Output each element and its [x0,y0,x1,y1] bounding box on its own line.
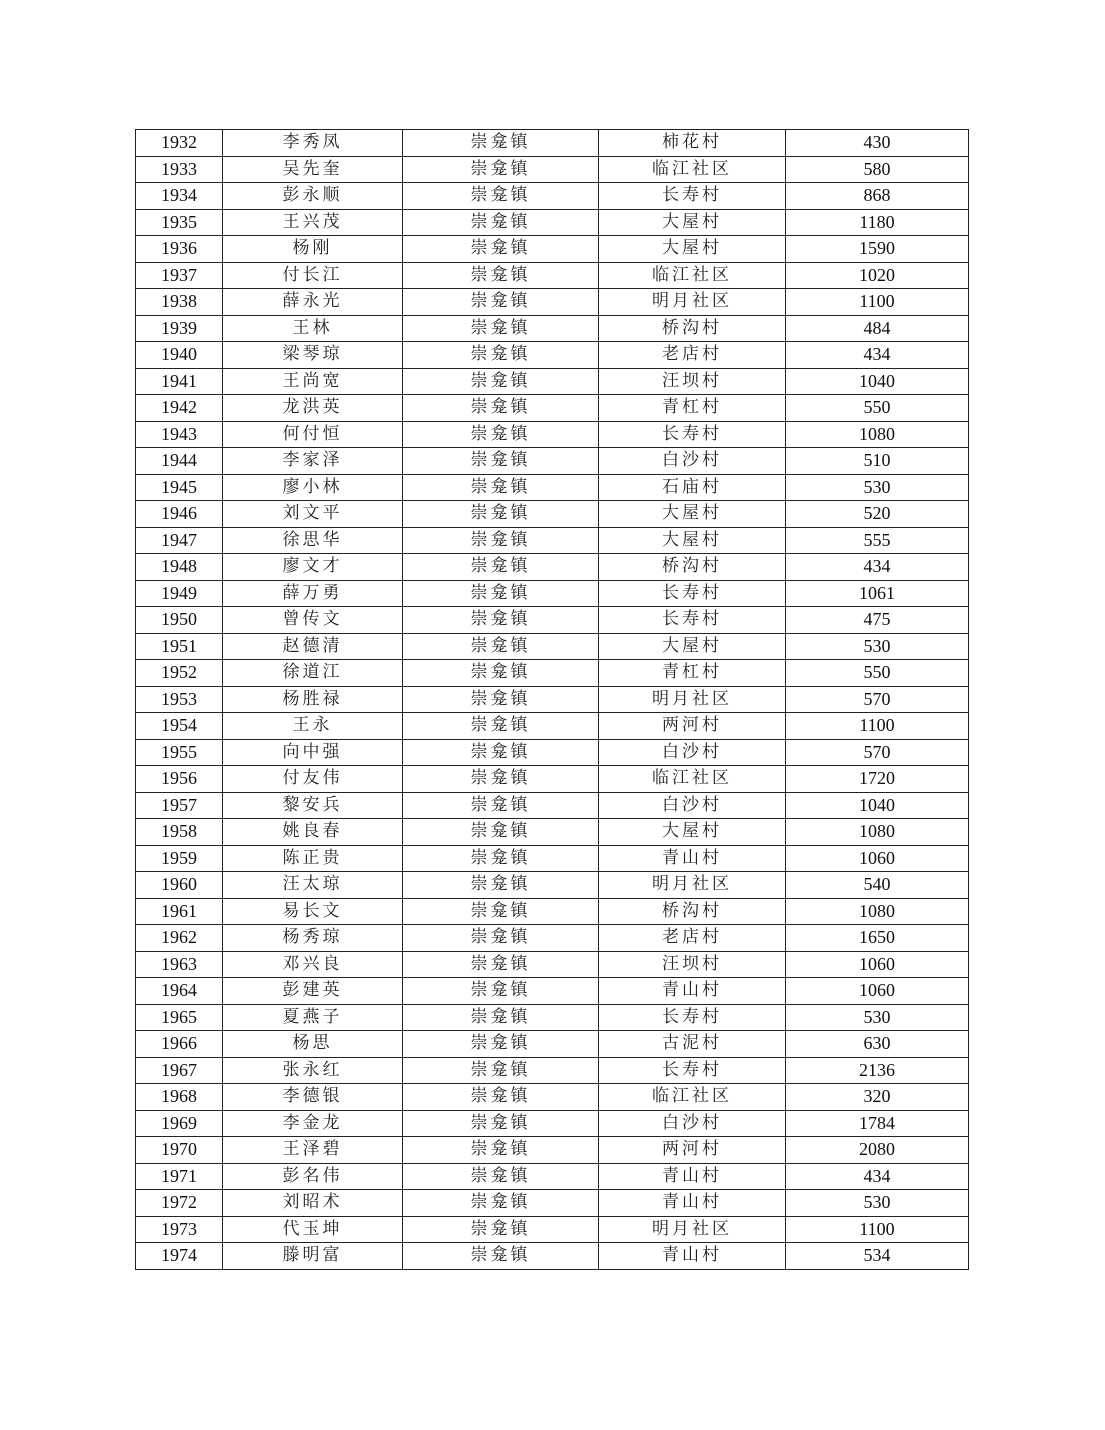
town-cell: 崇龛镇 [403,1031,599,1058]
town-cell: 崇龛镇 [403,1110,599,1137]
name-cell: 姚良春 [223,819,403,846]
amount-cell: 1590 [786,236,969,263]
town-cell: 崇龛镇 [403,660,599,687]
village-cell: 汪坝村 [599,368,786,395]
row-number-cell: 1967 [136,1057,223,1084]
village-cell: 长寿村 [599,1057,786,1084]
amount-cell: 868 [786,183,969,210]
row-number-cell: 1939 [136,315,223,342]
amount-cell: 434 [786,1163,969,1190]
town-cell: 崇龛镇 [403,209,599,236]
amount-cell: 2080 [786,1137,969,1164]
village-cell: 桥沟村 [599,315,786,342]
table-row [136,236,969,263]
name-cell: 龙洪英 [223,395,403,422]
row-number-cell: 1963 [136,951,223,978]
row-number-cell: 1973 [136,1216,223,1243]
village-cell: 古泥村 [599,1031,786,1058]
town-cell: 崇龛镇 [403,236,599,263]
table-row [136,686,969,713]
row-number-cell: 1943 [136,421,223,448]
village-cell: 老店村 [599,925,786,952]
amount-cell: 320 [786,1084,969,1111]
village-cell: 青杠村 [599,395,786,422]
table-row [136,262,969,289]
table-row [136,872,969,899]
table-row [136,607,969,634]
village-cell: 明月社区 [599,1216,786,1243]
table-row [136,845,969,872]
town-cell: 崇龛镇 [403,845,599,872]
table-row [136,368,969,395]
row-number-cell: 1969 [136,1110,223,1137]
village-cell: 青杠村 [599,660,786,687]
table-row [136,448,969,475]
table-row [136,1243,969,1270]
name-cell: 向中强 [223,739,403,766]
name-cell: 王兴茂 [223,209,403,236]
town-cell: 崇龛镇 [403,607,599,634]
name-cell: 付友伟 [223,766,403,793]
name-cell: 王林 [223,315,403,342]
amount-cell: 1040 [786,792,969,819]
data-table [135,129,969,1270]
village-cell: 青山村 [599,1190,786,1217]
village-cell: 桥沟村 [599,554,786,581]
name-cell: 刘文平 [223,501,403,528]
village-cell: 临江社区 [599,766,786,793]
row-number-cell: 1953 [136,686,223,713]
row-number-cell: 1956 [136,766,223,793]
amount-cell: 1180 [786,209,969,236]
table-row [136,1163,969,1190]
village-cell: 大屋村 [599,633,786,660]
row-number-cell: 1933 [136,156,223,183]
town-cell: 崇龛镇 [403,395,599,422]
name-cell: 黎安兵 [223,792,403,819]
name-cell: 吴先奎 [223,156,403,183]
name-cell: 薛万勇 [223,580,403,607]
village-cell: 临江社区 [599,156,786,183]
name-cell: 徐道江 [223,660,403,687]
amount-cell: 1100 [786,1216,969,1243]
table-row [136,819,969,846]
name-cell: 李德银 [223,1084,403,1111]
amount-cell: 1040 [786,368,969,395]
name-cell: 杨思 [223,1031,403,1058]
row-number-cell: 1970 [136,1137,223,1164]
row-number-cell: 1948 [136,554,223,581]
village-cell: 长寿村 [599,421,786,448]
name-cell: 陈正贵 [223,845,403,872]
amount-cell: 434 [786,342,969,369]
town-cell: 崇龛镇 [403,289,599,316]
town-cell: 崇龛镇 [403,792,599,819]
name-cell: 张永红 [223,1057,403,1084]
row-number-cell: 1961 [136,898,223,925]
village-cell: 临江社区 [599,262,786,289]
row-number-cell: 1971 [136,1163,223,1190]
table-row [136,474,969,501]
village-cell: 老店村 [599,342,786,369]
village-cell: 白沙村 [599,739,786,766]
table-row [136,315,969,342]
amount-cell: 1060 [786,978,969,1005]
amount-cell: 1720 [786,766,969,793]
row-number-cell: 1964 [136,978,223,1005]
town-cell: 崇龛镇 [403,819,599,846]
table-row [136,527,969,554]
village-cell: 明月社区 [599,686,786,713]
village-cell: 白沙村 [599,448,786,475]
town-cell: 崇龛镇 [403,368,599,395]
amount-cell: 530 [786,633,969,660]
name-cell: 代玉坤 [223,1216,403,1243]
table-row [136,1057,969,1084]
name-cell: 李家泽 [223,448,403,475]
village-cell: 明月社区 [599,289,786,316]
table-row [136,209,969,236]
row-number-cell: 1937 [136,262,223,289]
amount-cell: 1650 [786,925,969,952]
town-cell: 崇龛镇 [403,342,599,369]
row-number-cell: 1935 [136,209,223,236]
amount-cell: 534 [786,1243,969,1270]
row-number-cell: 1966 [136,1031,223,1058]
table-body [136,130,969,1270]
village-cell: 柿花村 [599,130,786,157]
name-cell: 汪太琼 [223,872,403,899]
amount-cell: 1061 [786,580,969,607]
town-cell: 崇龛镇 [403,1084,599,1111]
amount-cell: 1060 [786,951,969,978]
amount-cell: 434 [786,554,969,581]
row-number-cell: 1957 [136,792,223,819]
town-cell: 崇龛镇 [403,130,599,157]
name-cell: 薛永光 [223,289,403,316]
row-number-cell: 1946 [136,501,223,528]
amount-cell: 630 [786,1031,969,1058]
row-number-cell: 1954 [136,713,223,740]
name-cell: 邓兴良 [223,951,403,978]
name-cell: 王尚宽 [223,368,403,395]
table-row [136,342,969,369]
town-cell: 崇龛镇 [403,554,599,581]
name-cell: 易长文 [223,898,403,925]
row-number-cell: 1968 [136,1084,223,1111]
row-number-cell: 1952 [136,660,223,687]
row-number-cell: 1940 [136,342,223,369]
town-cell: 崇龛镇 [403,1057,599,1084]
row-number-cell: 1962 [136,925,223,952]
table-row [136,395,969,422]
town-cell: 崇龛镇 [403,1243,599,1270]
town-cell: 崇龛镇 [403,633,599,660]
table-row [136,289,969,316]
table-row [136,925,969,952]
village-cell: 白沙村 [599,792,786,819]
name-cell: 彭名伟 [223,1163,403,1190]
village-cell: 汪坝村 [599,951,786,978]
table-row [136,1216,969,1243]
amount-cell: 1784 [786,1110,969,1137]
row-number-cell: 1934 [136,183,223,210]
table-row [136,951,969,978]
village-cell: 桥沟村 [599,898,786,925]
town-cell: 崇龛镇 [403,898,599,925]
town-cell: 崇龛镇 [403,872,599,899]
village-cell: 石庙村 [599,474,786,501]
row-number-cell: 1932 [136,130,223,157]
town-cell: 崇龛镇 [403,951,599,978]
village-cell: 长寿村 [599,183,786,210]
name-cell: 曾传文 [223,607,403,634]
town-cell: 崇龛镇 [403,156,599,183]
amount-cell: 520 [786,501,969,528]
name-cell: 付长江 [223,262,403,289]
table-row [136,421,969,448]
name-cell: 刘昭术 [223,1190,403,1217]
table-row [136,554,969,581]
name-cell: 杨刚 [223,236,403,263]
village-cell: 大屋村 [599,236,786,263]
village-cell: 两河村 [599,713,786,740]
amount-cell: 1080 [786,819,969,846]
table-row [136,766,969,793]
village-cell: 青山村 [599,1243,786,1270]
table-row [136,713,969,740]
village-cell: 长寿村 [599,607,786,634]
table-row [136,1110,969,1137]
town-cell: 崇龛镇 [403,474,599,501]
amount-cell: 2136 [786,1057,969,1084]
town-cell: 崇龛镇 [403,315,599,342]
row-number-cell: 1942 [136,395,223,422]
row-number-cell: 1959 [136,845,223,872]
amount-cell: 550 [786,395,969,422]
village-cell: 长寿村 [599,580,786,607]
village-cell: 临江社区 [599,1084,786,1111]
name-cell: 王泽碧 [223,1137,403,1164]
amount-cell: 530 [786,474,969,501]
row-number-cell: 1941 [136,368,223,395]
town-cell: 崇龛镇 [403,766,599,793]
amount-cell: 430 [786,130,969,157]
village-cell: 大屋村 [599,209,786,236]
name-cell: 夏燕子 [223,1004,403,1031]
town-cell: 崇龛镇 [403,713,599,740]
town-cell: 崇龛镇 [403,527,599,554]
amount-cell: 1100 [786,713,969,740]
row-number-cell: 1951 [136,633,223,660]
name-cell: 梁琴琼 [223,342,403,369]
name-cell: 李秀凤 [223,130,403,157]
row-number-cell: 1938 [136,289,223,316]
table-row [136,739,969,766]
village-cell: 青山村 [599,978,786,1005]
town-cell: 崇龛镇 [403,686,599,713]
table-row [136,1137,969,1164]
amount-cell: 1080 [786,421,969,448]
row-number-cell: 1965 [136,1004,223,1031]
town-cell: 崇龛镇 [403,262,599,289]
village-cell: 青山村 [599,1163,786,1190]
amount-cell: 540 [786,872,969,899]
table-row [136,501,969,528]
amount-cell: 510 [786,448,969,475]
row-number-cell: 1974 [136,1243,223,1270]
town-cell: 崇龛镇 [403,1216,599,1243]
amount-cell: 555 [786,527,969,554]
row-number-cell: 1945 [136,474,223,501]
table-row [136,183,969,210]
amount-cell: 570 [786,739,969,766]
row-number-cell: 1936 [136,236,223,263]
village-cell: 大屋村 [599,819,786,846]
town-cell: 崇龛镇 [403,925,599,952]
table-row [136,792,969,819]
name-cell: 彭永顺 [223,183,403,210]
name-cell: 何付恒 [223,421,403,448]
town-cell: 崇龛镇 [403,421,599,448]
town-cell: 崇龛镇 [403,580,599,607]
town-cell: 崇龛镇 [403,1004,599,1031]
town-cell: 崇龛镇 [403,183,599,210]
row-number-cell: 1950 [136,607,223,634]
town-cell: 崇龛镇 [403,448,599,475]
table-row [136,156,969,183]
town-cell: 崇龛镇 [403,1163,599,1190]
village-cell: 大屋村 [599,527,786,554]
table-row [136,978,969,1005]
amount-cell: 1080 [786,898,969,925]
table-row [136,1004,969,1031]
table-row [136,633,969,660]
village-cell: 明月社区 [599,872,786,899]
table-row [136,580,969,607]
amount-cell: 530 [786,1004,969,1031]
table-row [136,1031,969,1058]
town-cell: 崇龛镇 [403,1137,599,1164]
village-cell: 青山村 [599,845,786,872]
amount-cell: 550 [786,660,969,687]
village-cell: 长寿村 [599,1004,786,1031]
name-cell: 李金龙 [223,1110,403,1137]
row-number-cell: 1944 [136,448,223,475]
row-number-cell: 1958 [136,819,223,846]
village-cell: 两河村 [599,1137,786,1164]
name-cell: 徐思华 [223,527,403,554]
village-cell: 大屋村 [599,501,786,528]
table-row [136,1084,969,1111]
amount-cell: 1100 [786,289,969,316]
amount-cell: 580 [786,156,969,183]
name-cell: 杨胜禄 [223,686,403,713]
name-cell: 彭建英 [223,978,403,1005]
table-row [136,898,969,925]
village-cell: 白沙村 [599,1110,786,1137]
name-cell: 廖文才 [223,554,403,581]
name-cell: 王永 [223,713,403,740]
row-number-cell: 1960 [136,872,223,899]
row-number-cell: 1955 [136,739,223,766]
town-cell: 崇龛镇 [403,739,599,766]
row-number-cell: 1972 [136,1190,223,1217]
town-cell: 崇龛镇 [403,501,599,528]
town-cell: 崇龛镇 [403,978,599,1005]
amount-cell: 475 [786,607,969,634]
table-row [136,660,969,687]
amount-cell: 484 [786,315,969,342]
amount-cell: 570 [786,686,969,713]
amount-cell: 1020 [786,262,969,289]
table-row [136,1190,969,1217]
amount-cell: 1060 [786,845,969,872]
row-number-cell: 1947 [136,527,223,554]
town-cell: 崇龛镇 [403,1190,599,1217]
amount-cell: 530 [786,1190,969,1217]
name-cell: 杨秀琼 [223,925,403,952]
name-cell: 滕明富 [223,1243,403,1270]
name-cell: 廖小林 [223,474,403,501]
table-row [136,130,969,157]
row-number-cell: 1949 [136,580,223,607]
name-cell: 赵德清 [223,633,403,660]
